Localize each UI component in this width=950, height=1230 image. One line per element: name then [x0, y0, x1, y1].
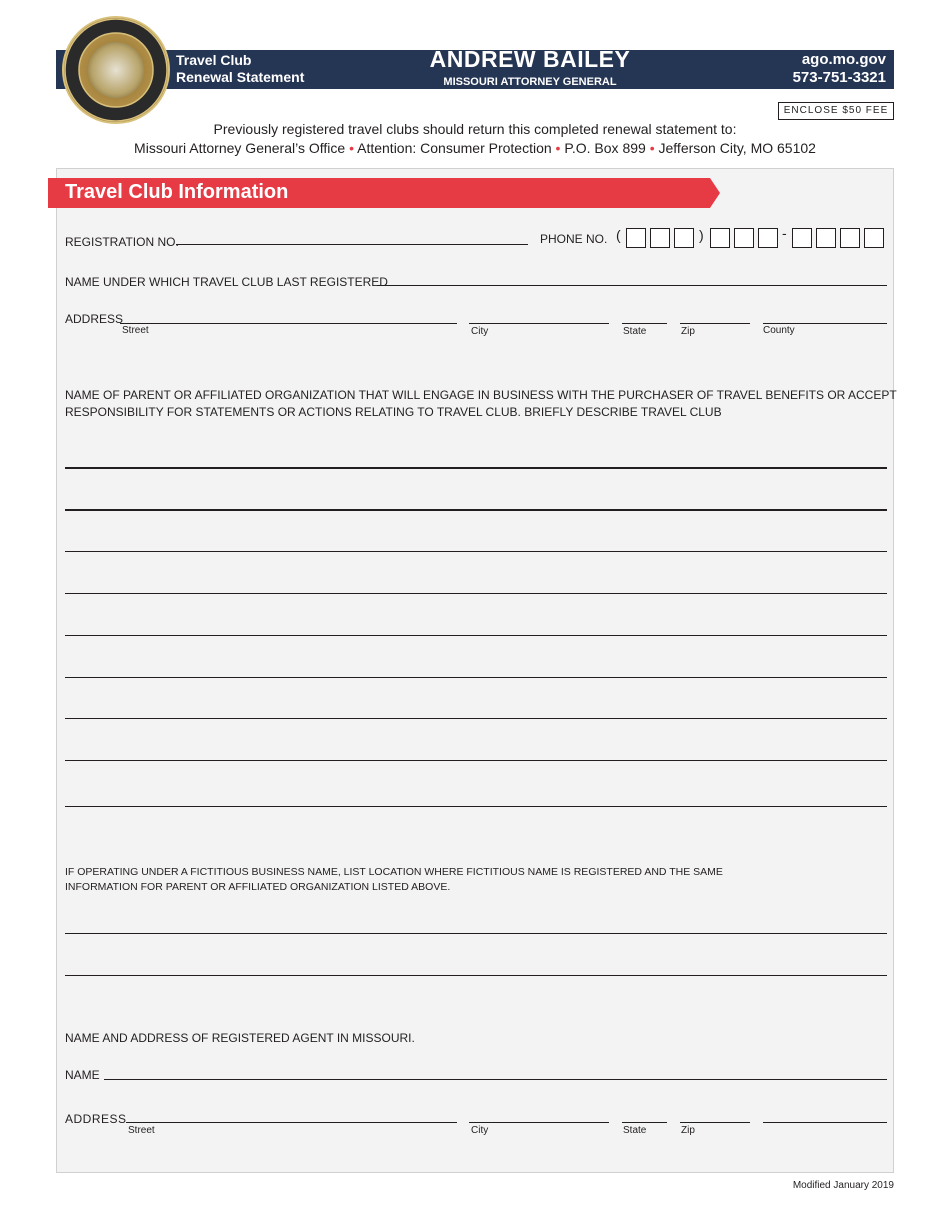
description-line[interactable]	[65, 677, 887, 678]
description-line[interactable]	[65, 551, 887, 552]
phone-digit-box[interactable]	[710, 228, 730, 248]
phone-digit-box[interactable]	[840, 228, 860, 248]
intro-attention: Attention: Consumer Protection	[357, 140, 552, 156]
phone-dash: -	[782, 225, 787, 241]
description-line[interactable]	[65, 635, 887, 636]
description-line[interactable]	[65, 509, 887, 511]
attorney-general-title: MISSOURI ATTORNEY GENERAL	[443, 76, 617, 88]
description-line[interactable]	[65, 760, 887, 761]
form-panel	[56, 168, 894, 1173]
phone-digit-box[interactable]	[758, 228, 778, 248]
phone-open-paren: (	[616, 227, 621, 243]
state-caption: State	[623, 326, 647, 337]
contact-phone: 573-751-3321	[792, 69, 886, 86]
contact-info	[690, 51, 886, 87]
agent-zip-caption: Zip	[681, 1125, 695, 1136]
attorney-general-name: ANDREW BAILEY	[429, 46, 631, 72]
phone-no-label: PHONE NO.	[540, 232, 608, 246]
fictitious-line[interactable]	[65, 975, 887, 976]
name-last-registered-label: NAME UNDER WHICH TRAVEL CLUB LAST REGISTERED	[65, 275, 388, 289]
city-field[interactable]	[469, 323, 609, 324]
fictitious-label-line1: IF OPERATING UNDER A FICTITIOUS BUSINESS NAME, LIST LOCATION WHERE FICTITIOUS NAME IS REGISTERED AND THE SAME	[65, 866, 723, 878]
agent-name-label: NAME	[65, 1068, 100, 1082]
seal-ring-icon	[64, 18, 168, 122]
section-title: Travel Club Information	[65, 181, 289, 203]
phone-digit-box[interactable]	[674, 228, 694, 248]
parent-org-label-line2: RESPONSIBILITY FOR STATEMENTS OR ACTIONS RELATING TO TRAVEL CLUB. BRIEFLY DESCRIBE TRAVEL CLUB	[65, 405, 722, 419]
description-line[interactable]	[65, 718, 887, 719]
bullet-separator: •	[649, 140, 655, 156]
registration-no-field[interactable]	[176, 244, 528, 245]
phone-digit-box[interactable]	[816, 228, 836, 248]
fee-box: ENCLOSE $50 FEE	[778, 102, 894, 120]
phone-digit-box[interactable]	[792, 228, 812, 248]
form-title-line1: Travel Club	[176, 52, 252, 68]
description-line[interactable]	[65, 806, 887, 807]
agent-state-caption: State	[623, 1125, 647, 1136]
state-field[interactable]	[622, 323, 667, 324]
agent-extra-field[interactable]	[763, 1122, 887, 1123]
agent-city-caption: City	[471, 1125, 489, 1136]
phone-digit-box[interactable]	[734, 228, 754, 248]
agent-street-caption: Street	[128, 1125, 155, 1136]
intro-po-box: P.O. Box 899	[564, 140, 646, 156]
intro-city: Jefferson City, MO 65102	[658, 140, 816, 156]
intro-office: Missouri Attorney General’s Office	[134, 140, 346, 156]
form-title-line2: Renewal Statement	[176, 69, 305, 85]
city-caption: City	[471, 326, 489, 337]
registration-no-label: REGISTRATION NO.	[65, 235, 179, 249]
description-line[interactable]	[65, 593, 887, 594]
intro-line1: Previously registered travel clubs should return this completed renewal statement to:	[213, 121, 737, 137]
agent-zip-field[interactable]	[680, 1122, 750, 1123]
fictitious-label-line2: INFORMATION FOR PARENT OR AFFILIATED ORGANIZATION LISTED ABOVE.	[65, 881, 451, 893]
parent-org-label-line1: NAME OF PARENT OR AFFILIATED ORGANIZATION THAT WILL ENGAGE IN BUSINESS WITH THE PURCHASER OF TRAVEL BENEFITS OR ACCEPT	[65, 388, 897, 402]
county-field[interactable]	[763, 323, 887, 324]
phone-digit-box[interactable]	[626, 228, 646, 248]
name-last-registered-field[interactable]	[377, 285, 887, 286]
description-line[interactable]	[65, 467, 887, 469]
agent-state-field[interactable]	[622, 1122, 667, 1123]
street-field[interactable]	[120, 323, 457, 324]
fictitious-line[interactable]	[65, 933, 887, 934]
zip-caption: Zip	[681, 326, 695, 337]
website-link[interactable]: ago.mo.gov	[801, 51, 886, 68]
missouri-seal-logo	[62, 16, 170, 124]
zip-field[interactable]	[680, 323, 750, 324]
county-caption: County	[763, 325, 795, 336]
bullet-separator: •	[555, 140, 561, 156]
phone-close-paren: )	[699, 227, 704, 243]
modified-date: Modified January 2019	[792, 1180, 894, 1191]
agent-street-field[interactable]	[126, 1122, 457, 1123]
agent-address-label: ADDRESS	[65, 1112, 127, 1126]
agent-heading: NAME AND ADDRESS OF REGISTERED AGENT IN MISSOURI.	[65, 1031, 415, 1045]
address-label: ADDRESS	[65, 312, 124, 326]
form-title	[176, 52, 304, 86]
phone-digit-box[interactable]	[650, 228, 670, 248]
agent-name-field[interactable]	[104, 1079, 887, 1080]
street-caption: Street	[122, 325, 149, 336]
agent-city-field[interactable]	[469, 1122, 609, 1123]
intro-line2	[0, 140, 950, 156]
bullet-separator: •	[349, 140, 354, 156]
phone-digit-box[interactable]	[864, 228, 884, 248]
